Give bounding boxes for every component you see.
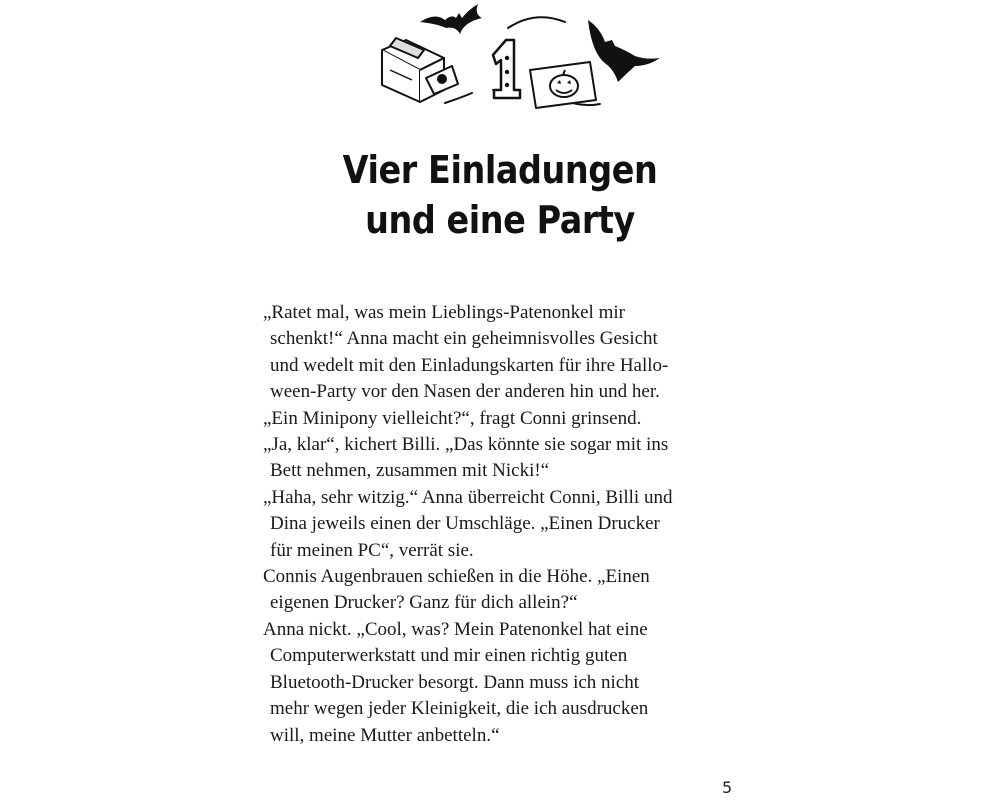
body-line: Dina jeweils einen der Umschläge. „Einen Drucker [270,513,660,535]
bat-icon [588,20,660,82]
body-line: „Ein Minipony vielleicht?“, fragt Conni grinsend. [263,407,642,429]
page-number: 5 [722,778,733,797]
body-line: Anna nickt. „Cool, was? Mein Patenonkel hat eine [263,618,648,640]
body-line: „Ratet mal, was mein Lieblings-Patenonkel mir [263,302,625,323]
chapter-title-line-1: Vier Einladungen [342,148,658,192]
pumpkin-card-icon [530,62,596,108]
body-line: Computerwerkstatt und mir einen richtig guten [270,645,628,667]
body-line: Bluetooth-Drucker besorgt. Dann muss ich nicht [270,671,640,693]
body-line: mehr wegen jeder Kleinigkeit, die ich ausdrucken [270,698,649,720]
body-line: Connis Augenbrauen schießen in die Höhe. „Einen [263,566,650,588]
chapter-illustration [360,0,670,125]
body-line: Bett nehmen, zusammen mit Nicki!“ [270,460,550,482]
body-text [263,300,743,749]
printer-icon [382,38,458,102]
chapter-number-drawing [493,40,520,98]
chapter-title-line-2: und eine Party [365,198,635,242]
body-line: für meinen PC“, verrät sie. [270,539,474,561]
body-line: schenkt!“ Anna macht ein geheimnisvolles Gesicht [270,328,658,350]
body-line: will, meine Mutter anbetteln.“ [270,724,500,746]
body-line: „Ja, klar“, kichert Billi. „Das könnte sie sogar mit ins [263,434,669,456]
body-line: ween-Party vor den Nasen der anderen hin und her. [270,381,660,403]
body-line: „Haha, sehr witzig.“ Anna überreicht Conni, Billi und [263,486,673,508]
body-line: und wedelt mit den Einladungskarten für ihre Hallo- [270,354,669,376]
bat-icon [420,4,482,34]
body-line: eigenen Drucker? Ganz für dich allein?“ [270,592,578,614]
